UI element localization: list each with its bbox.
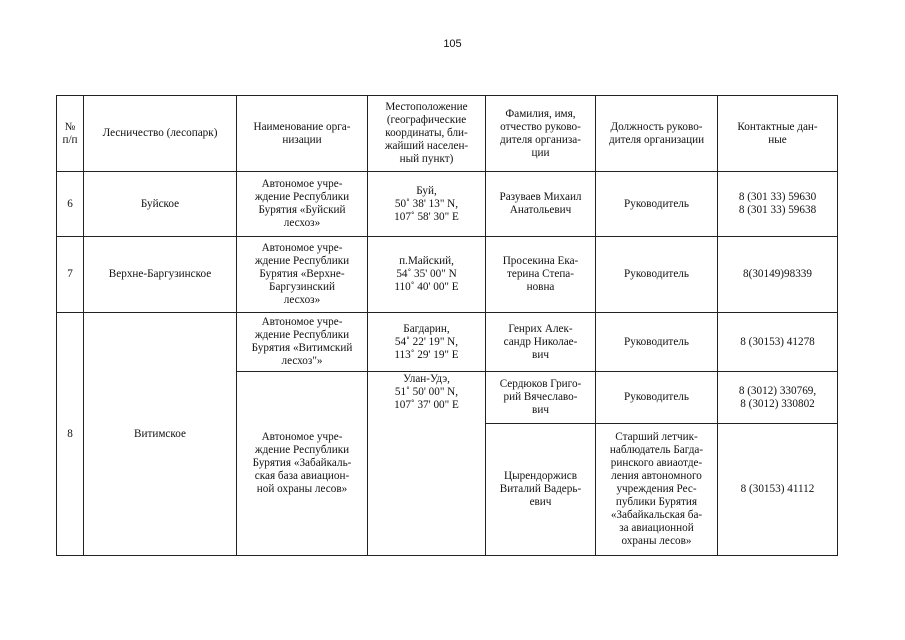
forestry-name: Верхне-Баргузинское [84,237,237,313]
location: Улан-Удэ, 51˚ 50' 00" N, 107˚ 37' 00" E [368,372,486,556]
row-num: 7 [57,237,84,313]
head-name: Просекина Ека- терина Степа- новна [486,237,596,313]
location: Буй, 50˚ 38' 13" N, 107˚ 58' 30" E [368,172,486,237]
table-row [57,237,838,313]
header-location: Местоположение (географические координаты, бли- жайший населен- ный пункт) [368,96,486,172]
organization-name: Автономое учре- ждение Республики Бурятия «Витимский лесхоз"» [237,313,368,372]
table-header-row [57,96,838,172]
forestry-name: Буйское [84,172,237,237]
head-position: Руководитель [596,172,718,237]
contacts: 8 (301 33) 59630 8 (301 33) 59638 [718,172,838,237]
contacts: 8 (30153) 41112 [718,424,838,556]
forestry-contacts-table [56,95,838,556]
head-name: Разуваев Михаил Анатольевич [486,172,596,237]
table-row [57,313,838,372]
head-position: Руководитель [596,237,718,313]
header-organization: Наименование орга- низации [237,96,368,172]
header-head-name: Фамилия, имя, отчество руково- дителя организа- ции [486,96,596,172]
organization-name: Автономое учре- ждение Республики Бурятия «Верхне- Баргузинский лесхоз» [237,237,368,313]
organization-name: Автономое учре- ждение Республики Бурятия «Буйский лесхоз» [237,172,368,237]
row-num: 6 [57,172,84,237]
head-name: Цырендоржисв Виталий Вадерь- евич [486,424,596,556]
contacts: 8 (30153) 41278 [718,313,838,372]
organization-name: Автономое учре- ждение Республики Бурятия «Забайкаль- ская база авиацион- ной охраны лесов» [237,372,368,556]
header-num: № п/п [57,96,84,172]
header-forestry: Лесничество (лесопарк) [84,96,237,172]
forestry-name: Витимское [84,313,237,556]
contacts: 8 (3012) 330769, 8 (3012) 330802 [718,372,838,424]
head-position: Руководитель [596,372,718,424]
head-name: Сердюков Григо- рий Вячеславо- вич [486,372,596,424]
head-position: Руководитель [596,313,718,372]
header-position: Должность руково- дителя организации [596,96,718,172]
row-num: 8 [57,313,84,556]
contacts: 8(30149)98339 [718,237,838,313]
page-number: 105 [443,38,462,50]
head-position: Старший летчик- наблюдатель Багда- ринского авиаотде- ления автономного учреждения Рес- публики Бурятия «Забайкальская ба- за авиационной охраны лесов» [596,424,718,556]
table-row [57,172,838,237]
location: Багдарин, 54˚ 22' 19" N, 113˚ 29' 19" E [368,313,486,372]
head-name: Генрих Алек- сандр Николае- вич [486,313,596,372]
header-contacts: Контактные дан- ные [718,96,838,172]
location: п.Майский, 54˚ 35' 00" N 110˚ 40' 00" E [368,237,486,313]
